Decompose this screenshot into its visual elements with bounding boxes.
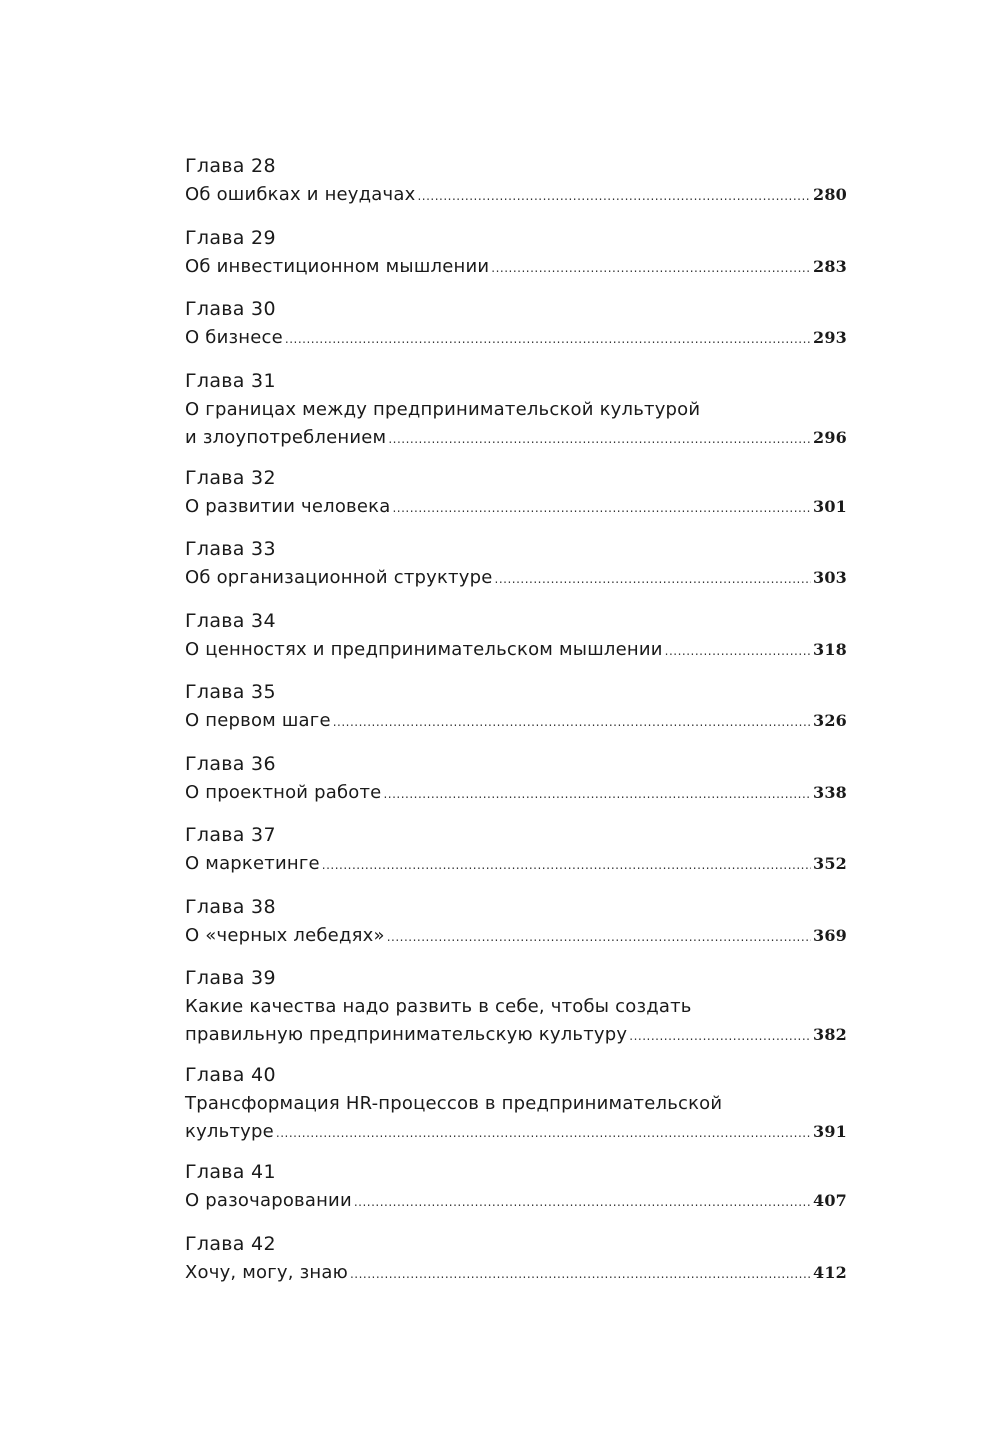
page-number: 318 xyxy=(813,639,847,659)
toc-entry[interactable] xyxy=(185,534,847,606)
dot-leader xyxy=(629,1022,811,1050)
chapter-number: Глава 40 xyxy=(185,1064,276,1086)
chapter-title: О бизнесе xyxy=(185,327,283,348)
dot-leader xyxy=(665,637,811,665)
chapter-number: Глава 33 xyxy=(185,538,276,560)
toc-entry[interactable] xyxy=(185,677,847,749)
dot-leader xyxy=(417,182,811,210)
page-number: 283 xyxy=(813,256,847,276)
chapter-number: Глава 36 xyxy=(185,752,276,775)
page-number: 301 xyxy=(813,496,847,516)
dot-leader xyxy=(383,780,811,808)
page-number: 338 xyxy=(813,782,847,802)
chapter-title: Об ошибках и неудачах xyxy=(185,184,416,205)
toc-entry[interactable] xyxy=(185,606,847,678)
dot-leader xyxy=(387,923,811,951)
toc-entry[interactable] xyxy=(185,463,847,535)
chapter-title: О ценностях и предпринимательском мышлении xyxy=(185,638,663,660)
chapter-title-row xyxy=(185,1187,847,1216)
toc-entry[interactable] xyxy=(185,963,847,1060)
page-number: 407 xyxy=(813,1191,847,1210)
chapter-title-row xyxy=(185,1259,847,1288)
chapter-number: Глава 28 xyxy=(185,155,276,177)
toc-entry[interactable] xyxy=(185,1229,847,1301)
chapter-title: Об организационной структуре xyxy=(185,567,493,588)
chapter-title: О маркетинге xyxy=(185,853,320,874)
chapter-number: Глава 41 xyxy=(185,1161,276,1183)
chapter-number: Глава 32 xyxy=(185,466,276,489)
dot-leader xyxy=(285,325,811,353)
chapter-title: О развитии человека xyxy=(185,495,391,517)
chapter-title-row xyxy=(185,779,847,808)
chapter-title: О проектной работе xyxy=(185,781,382,803)
chapter-title-line: О границах между предпринимательской культурой xyxy=(185,398,701,420)
toc-entry[interactable] xyxy=(185,151,847,223)
dot-leader xyxy=(350,1260,811,1288)
dot-leader xyxy=(354,1188,811,1216)
chapter-title-row xyxy=(185,324,847,353)
table-of-contents xyxy=(185,151,847,1300)
page-number: 303 xyxy=(813,568,847,587)
chapter-title-row xyxy=(185,636,847,665)
dot-leader xyxy=(388,425,811,453)
page-number: 280 xyxy=(813,185,847,204)
chapter-title: и злоупотреблением xyxy=(185,426,387,448)
page-number: 369 xyxy=(813,925,847,945)
chapter-number: Глава 42 xyxy=(185,1232,276,1255)
toc-entry[interactable] xyxy=(185,749,847,821)
chapter-number: Глава 35 xyxy=(185,681,276,703)
chapter-title: О «черных лебедях» xyxy=(185,924,385,946)
toc-entry[interactable] xyxy=(185,223,847,295)
chapter-title-row xyxy=(185,493,847,522)
chapter-title-row xyxy=(185,1118,847,1147)
page-number: 293 xyxy=(813,328,847,347)
chapter-title-row xyxy=(185,922,847,951)
page-number: 391 xyxy=(813,1122,847,1141)
chapter-title-row xyxy=(185,707,847,736)
toc-entry[interactable] xyxy=(185,820,847,892)
page-number: 412 xyxy=(813,1262,847,1282)
chapter-title: О первом шаге xyxy=(185,710,331,731)
chapter-title-row xyxy=(185,1021,847,1050)
dot-leader xyxy=(392,494,811,522)
dot-leader xyxy=(491,254,811,282)
chapter-number: Глава 38 xyxy=(185,895,276,918)
chapter-title-row xyxy=(185,564,847,593)
chapter-title-line: Трансформация HR-процессов в предпринимательской xyxy=(185,1093,723,1114)
toc-entry[interactable] xyxy=(185,892,847,964)
page-number: 326 xyxy=(813,711,847,730)
toc-entry[interactable] xyxy=(185,294,847,366)
chapter-title: Об инвестиционном мышлении xyxy=(185,255,490,277)
chapter-number: Глава 30 xyxy=(185,298,276,320)
chapter-title: О разочаровании xyxy=(185,1190,352,1211)
toc-entry[interactable] xyxy=(185,366,847,463)
chapter-title-line: Какие качества надо развить в себе, чтобы создать xyxy=(185,996,692,1017)
chapter-title-row xyxy=(185,181,847,210)
chapter-number: Глава 29 xyxy=(185,226,276,249)
page-number: 382 xyxy=(813,1025,847,1044)
chapter-title-row xyxy=(185,850,847,879)
chapter-title-row xyxy=(185,253,847,282)
chapter-title: правильную предпринимательскую культуру xyxy=(185,1024,628,1045)
chapter-number: Глава 31 xyxy=(185,369,276,392)
toc-entry[interactable] xyxy=(185,1157,847,1229)
chapter-number: Глава 34 xyxy=(185,609,276,632)
chapter-title: культуре xyxy=(185,1121,274,1142)
chapter-title-row xyxy=(185,424,847,453)
chapter-number: Глава 37 xyxy=(185,824,276,846)
dot-leader xyxy=(333,708,811,736)
chapter-number: Глава 39 xyxy=(185,967,276,989)
dot-leader xyxy=(495,565,812,593)
page-number: 352 xyxy=(813,854,847,873)
dot-leader xyxy=(322,851,811,879)
toc-entry[interactable] xyxy=(185,1060,847,1157)
dot-leader xyxy=(276,1119,811,1147)
chapter-title: Хочу, могу, знаю xyxy=(185,1261,348,1283)
page-number: 296 xyxy=(813,427,847,447)
